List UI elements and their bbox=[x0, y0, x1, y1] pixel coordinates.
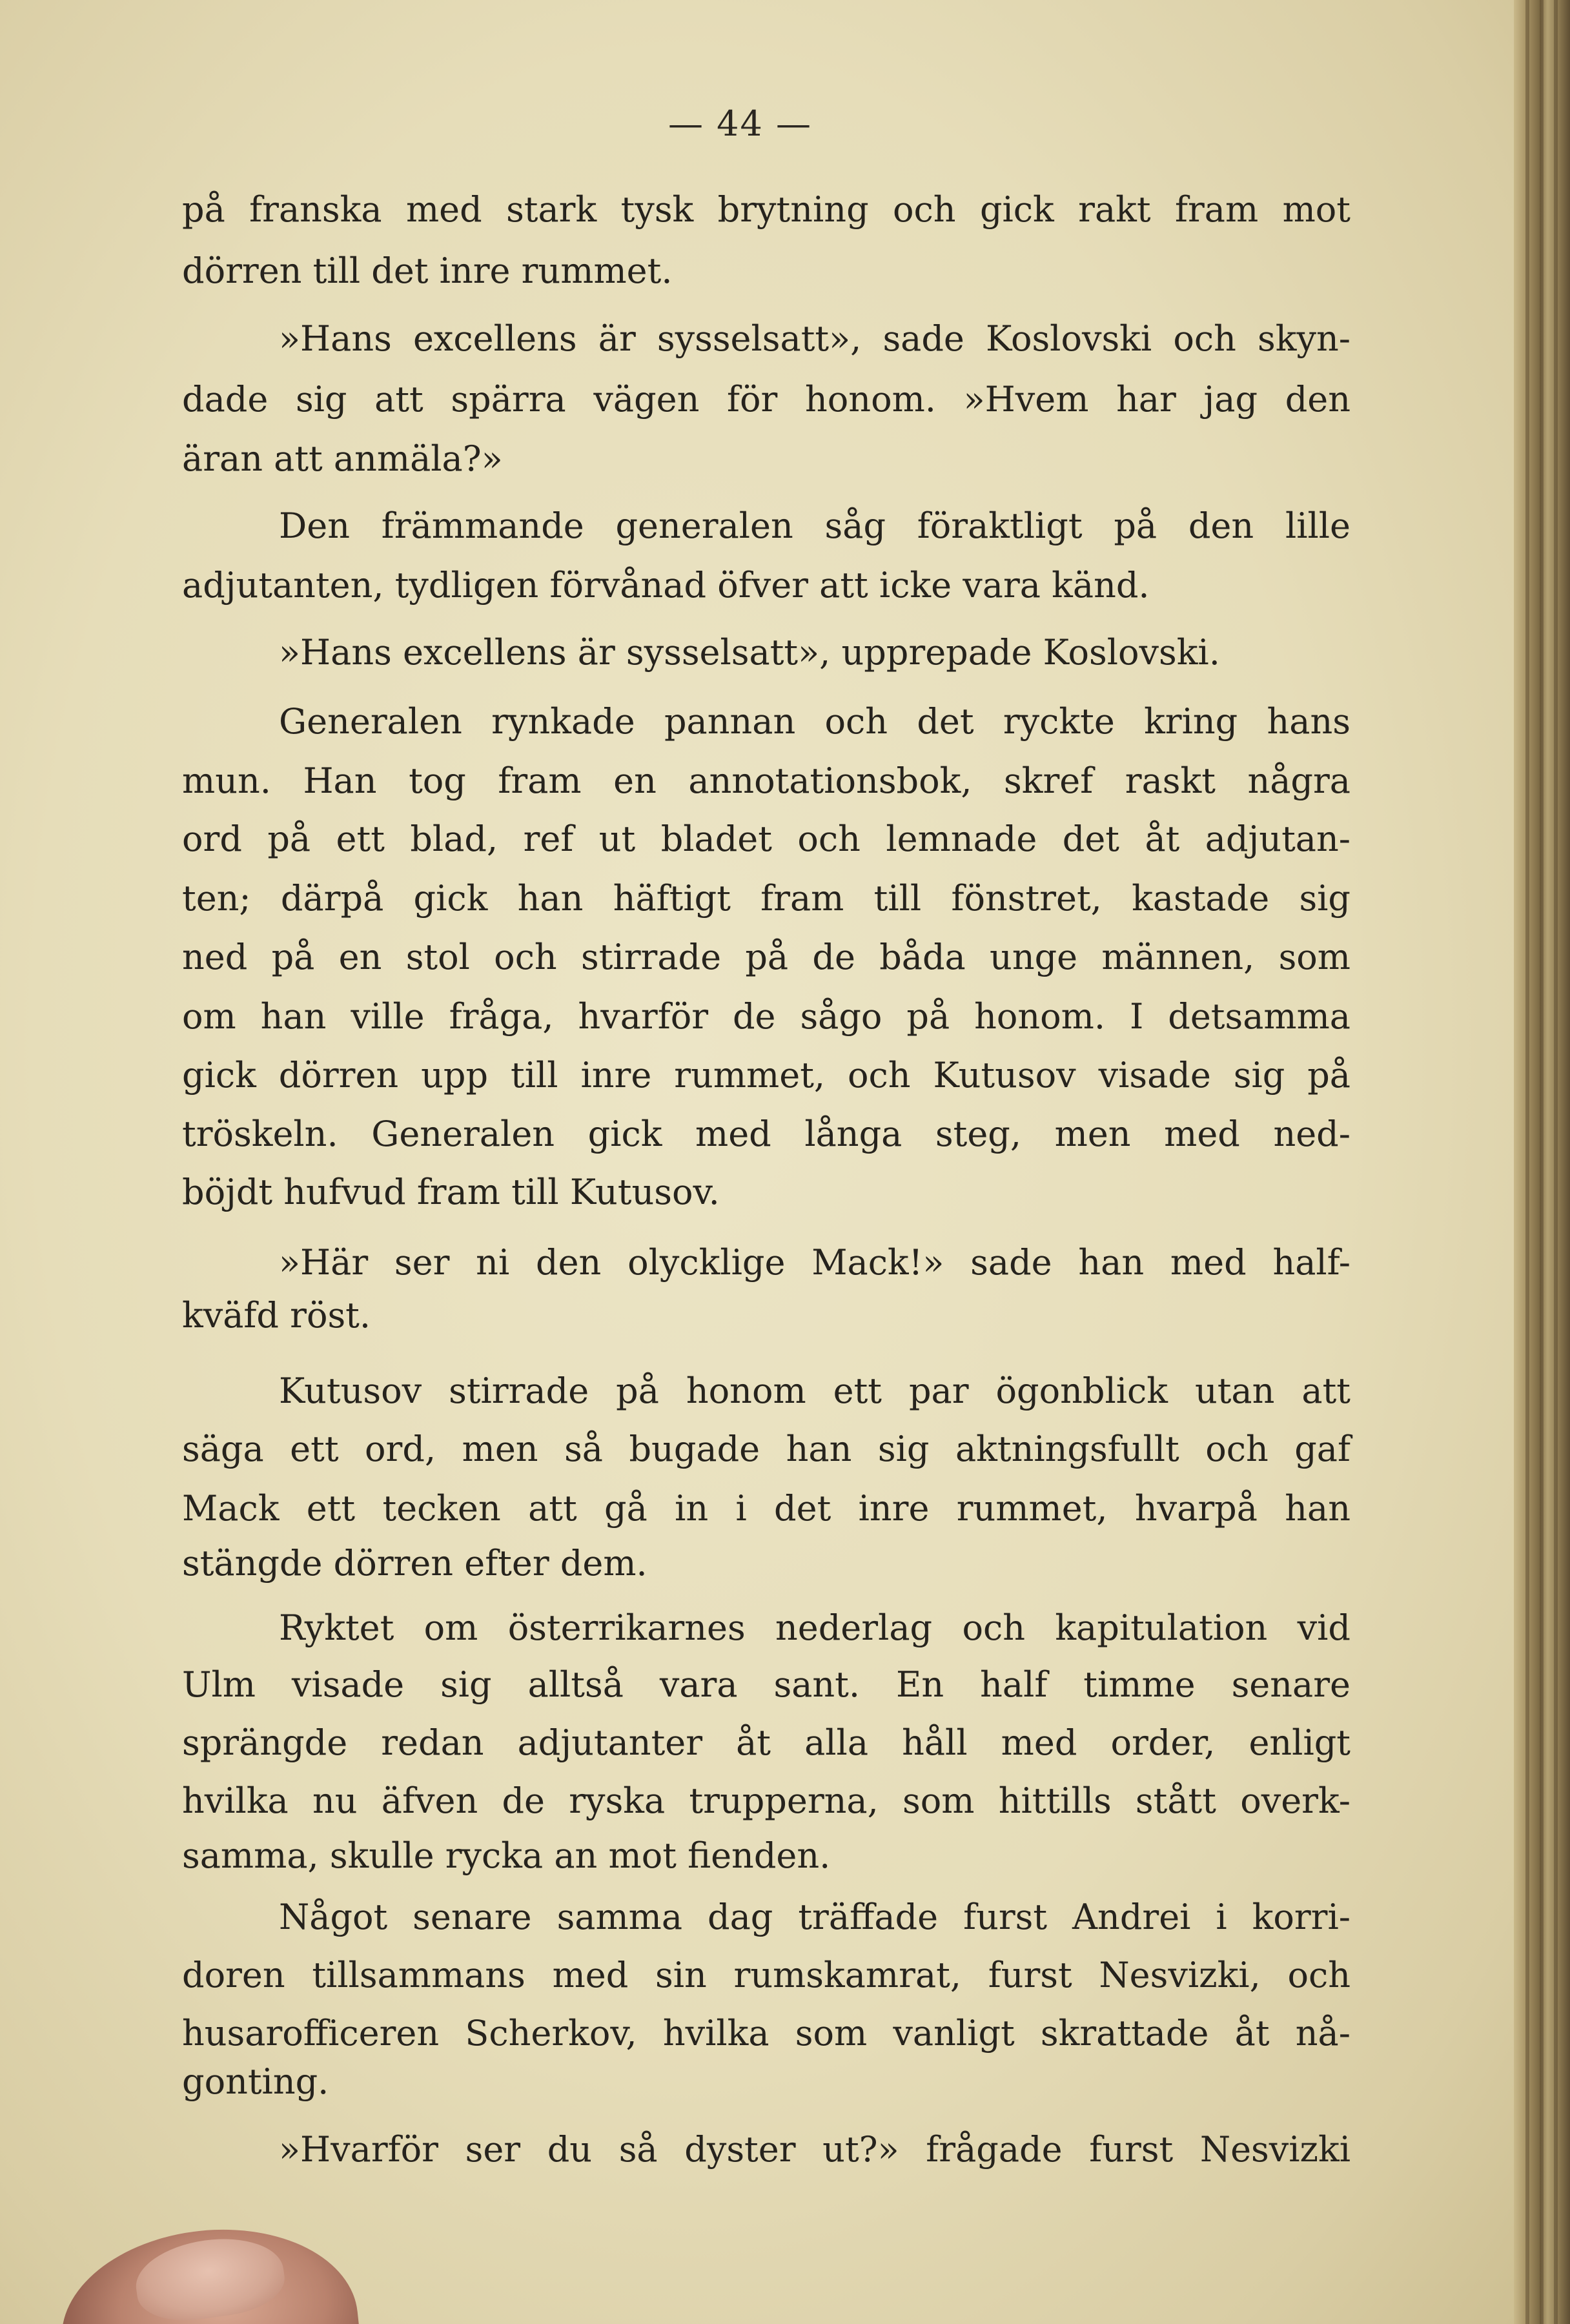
page-edge-line bbox=[1540, 0, 1544, 2324]
text-line: doren tillsammans med sin rumskamrat, furst Nesvizki, och bbox=[182, 1955, 1351, 1995]
text-line: stängde dörren efter dem. bbox=[182, 1543, 647, 1584]
text-line: på franska med stark tysk brytning och gick rakt fram mot bbox=[182, 189, 1351, 230]
text-line: mun. Han tog fram en annotationsbok, skref raskt några bbox=[182, 760, 1351, 801]
text-line: gonting. bbox=[182, 2061, 329, 2102]
text-line: dade sig att spärra vägen för honom. »Hvem har jag den bbox=[182, 379, 1351, 420]
text-line: Ulm visade sig alltså vara sant. En half timme senare bbox=[182, 1664, 1351, 1705]
text-line: ned på en stol och stirrade på de båda unge männen, som bbox=[182, 937, 1351, 977]
page-edge-line bbox=[1554, 0, 1558, 2324]
text-line: husarofficeren Scherkov, hvilka som vanligt skrattade åt nå- bbox=[182, 2013, 1351, 2054]
text-line: kväfd röst. bbox=[182, 1295, 371, 1336]
page-edge-line bbox=[1525, 0, 1529, 2324]
text-line: »Hans excellens är sysselsatt», upprepade Koslovski. bbox=[279, 632, 1220, 673]
text-line: säga ett ord, men så bugade han sig aktningsfullt och gaf bbox=[182, 1429, 1351, 1469]
text-line: Ryktet om österrikarnes nederlag och kapitulation vid bbox=[279, 1607, 1351, 1648]
text-line: hvilka nu äfven de ryska trupperna, som hittills stått overk- bbox=[182, 1780, 1351, 1821]
text-line: Kutusov stirrade på honom ett par ögonblick utan att bbox=[279, 1371, 1351, 1411]
text-line: böjdt hufvud fram till Kutusov. bbox=[182, 1172, 720, 1212]
text-line: ord på ett blad, ref ut bladet och lemnade det åt adjutan- bbox=[182, 819, 1351, 859]
text-line: Mack ett tecken att gå in i det inre rummet, hvarpå han bbox=[182, 1488, 1351, 1529]
text-line: Generalen rynkade pannan och det ryckte kring hans bbox=[279, 701, 1351, 742]
text-line: tröskeln. Generalen gick med långa steg, men med ned- bbox=[182, 1114, 1351, 1154]
text-line: Den främmande generalen såg föraktligt på den lille bbox=[279, 505, 1351, 546]
text-line: gick dörren upp till inre rummet, och Kutusov visade sig på bbox=[182, 1055, 1351, 1096]
text-line: adjutanten, tydligen förvånad öfver att icke vara känd. bbox=[182, 565, 1150, 606]
text-line: »Hvarför ser du så dyster ut?» frågade furst Nesvizki bbox=[279, 2129, 1351, 2170]
text-line: Något senare samma dag träffade furst Andrei i korri- bbox=[279, 1897, 1351, 1937]
text-line: ten; därpå gick han häftigt fram till fönstret, kastade sig bbox=[182, 878, 1351, 919]
page-edge-stack bbox=[1514, 0, 1570, 2324]
text-line: »Här ser ni den olycklige Mack!» sade han med half- bbox=[279, 1242, 1351, 1283]
text-line: samma, skulle rycka an mot fienden. bbox=[182, 1835, 831, 1876]
text-line: sprängde redan adjutanter åt alla håll med order, enligt bbox=[182, 1722, 1351, 1763]
text-line: äran att anmäla?» bbox=[182, 438, 503, 479]
text-line: »Hans excellens är sysselsatt», sade Koslovski och skyn- bbox=[279, 318, 1351, 359]
text-line: om han ville fråga, hvarför de sågo på honom. I detsamma bbox=[182, 996, 1351, 1037]
page-number: — 44 — bbox=[668, 103, 813, 144]
text-line: dörren till det inre rummet. bbox=[182, 250, 673, 291]
